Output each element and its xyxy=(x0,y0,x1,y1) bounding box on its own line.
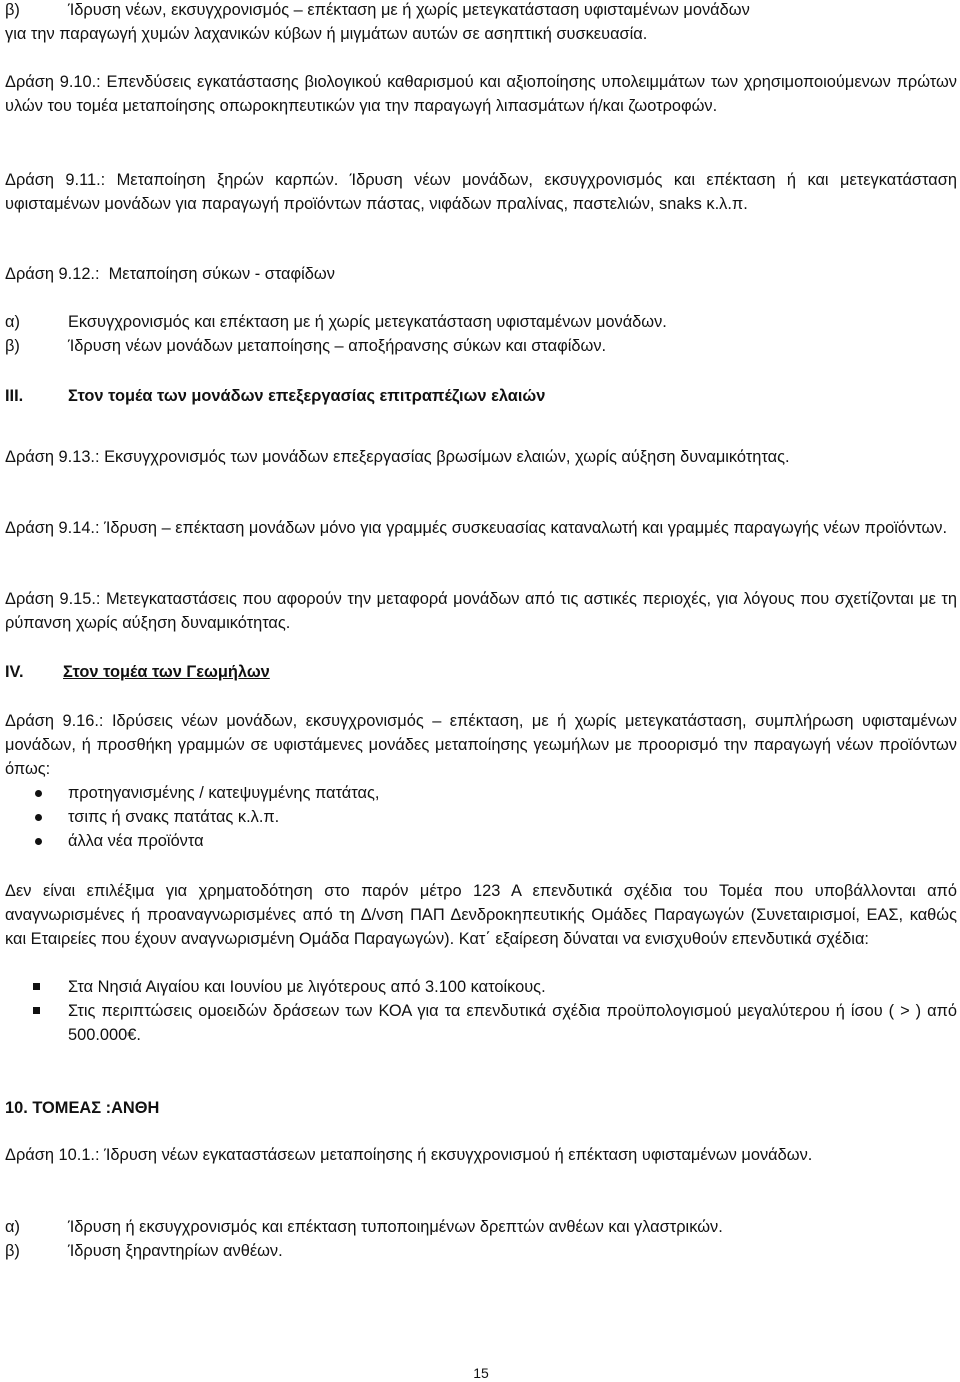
action-9-15 xyxy=(5,587,957,635)
list-item xyxy=(5,805,957,829)
list-item xyxy=(5,975,957,999)
bullet-dot-icon xyxy=(35,814,42,821)
action-9-11 xyxy=(5,168,957,216)
action-title: Μεταποίηση σύκων - σταφίδων xyxy=(108,265,335,283)
action-9-16 xyxy=(5,709,957,781)
list-item xyxy=(5,999,957,1047)
action-text: Επενδύσεις εγκατάστασης βιολογικού καθαρισμού και αξιοποίησης υπολειμμάτων των χρησιμοποιούμενων πρώτων υλών του τομέα μεταποίησης οπωροκηπευτικών για την παραγωγή λιπασμάτων ή/και ζωοτροφών. xyxy=(5,73,958,115)
page-number: 15 xyxy=(473,1365,489,1381)
item-text: Ίδρυση ξηραντηρίων ανθέων. xyxy=(68,1242,283,1260)
action-9-14 xyxy=(5,516,957,540)
item-text: Ίδρυση ή εκσυγχρονισμός και επέκταση τυποποιημένων δρεπτών ανθέων και γλαστρικών. xyxy=(68,1218,723,1236)
bullet-text: Στα Νησιά Αιγαίου και Ιουνίου με λιγότερους από 3.100 κατοίκους. xyxy=(68,978,546,996)
item-label: β) xyxy=(5,337,20,355)
bullet-text: τσιπς ή σνακς πατάτας κ.λ.π. xyxy=(68,808,280,826)
section-iv-heading xyxy=(5,660,957,684)
action-ref: Δράση 9.15.: xyxy=(5,590,101,608)
action-text: Ίδρυση – επέκταση μονάδων μόνο για γραμμές συσκευασίας καταναλωτή και γραμμές παραγωγής νέων προϊόντων. xyxy=(104,519,948,537)
eligibility-text: Δεν είναι επιλέξιμα για χρηματοδότηση στο παρόν μέτρο 123 Α επενδυτικά σχέδια του Τομέα που υποβάλλονται από αναγνωρισμένες ή προαναγνωρισμένες από τη Δ/νση ΠΑΠ Δενδροκηπευτικής Ομάδες Παραγωγών (Συνεταιρισμοί, ΕΑΣ, καθώς και Εταιρείες που έχουν αναγνωρισμένη Ομάδα Παραγωγών). Κατ΄ εξαίρεση δύναται να ενισχυθούν επενδυτικά σχέδια: xyxy=(5,882,957,948)
item-text: Ίδρυση νέων μονάδων μεταποίησης – αποξήρανσης σύκων και σταφίδων. xyxy=(68,337,607,355)
eligibility-paragraph xyxy=(5,879,957,951)
bullet-text: Στις περιπτώσεις ομοειδών δράσεων των ΚΟΑ για τα επενδυτικά σχέδια προϋπολογισμού μεγαλύτερου ή ίσου ( > ) από 500.000€. xyxy=(68,1002,957,1044)
item-text: Εκσυγχρονισμός και επέκταση με ή χωρίς μετεγκατάσταση υφισταμένων μονάδων. xyxy=(68,313,667,331)
item-label: β) xyxy=(5,1242,20,1260)
item-label: α) xyxy=(5,313,20,331)
action-9-16-bullets xyxy=(5,781,957,853)
action-ref: Δράση 10.1.: xyxy=(5,1146,100,1164)
section-iii-heading xyxy=(5,384,957,408)
action-ref: Δράση 9.12.: xyxy=(5,265,100,283)
action-text: Ίδρυση νέων εγκαταστάσεων μεταποίησης ή εκσυγχρονισμού ή επέκταση υφισταμένων μονάδων. xyxy=(104,1146,813,1164)
list-item xyxy=(5,334,957,358)
item-b-top xyxy=(5,0,957,46)
section-title: Στον τομέα των Γεωμήλων xyxy=(63,663,270,681)
list-item xyxy=(5,1239,957,1263)
action-ref: Δράση 9.16.: xyxy=(5,712,104,730)
section-title: Στον τομέα των μονάδων επεξεργασίας επιτραπέζιων ελαιών xyxy=(68,387,546,405)
item-label: β) xyxy=(5,1,20,19)
list-item xyxy=(5,310,957,334)
bullet-dot-icon xyxy=(35,790,42,797)
item-text-line-1: Ίδρυση νέων, εκσυγχρονισμός – επέκταση με ή χωρίς μετεγκατάσταση υφισταμένων μονάδων xyxy=(68,1,750,19)
action-ref: Δράση 9.14.: xyxy=(5,519,100,537)
action-ref: Δράση 9.13.: xyxy=(5,448,100,466)
action-9-13 xyxy=(5,445,957,469)
action-10-1-items xyxy=(5,1215,957,1263)
action-text: Ιδρύσεις νέων μονάδων, εκσυγχρονισμός – επέκταση, με ή χωρίς μετεγκατάσταση, συμπλήρωση υφισταμένων μονάδων, ή προσθήκη γραμμών σε υφιστάμενες μονάδες μεταποίησης γεωμήλων με προορισμό την παραγωγή νέων προϊόντων όπως: xyxy=(5,712,957,778)
bullet-text: άλλα νέα προϊόντα xyxy=(68,832,204,850)
bullet-square-icon xyxy=(33,983,40,990)
bullet-dot-icon xyxy=(35,838,42,845)
section-numeral: IV. xyxy=(5,663,24,681)
action-9-10 xyxy=(5,70,957,118)
list-item xyxy=(5,1215,957,1239)
list-item xyxy=(5,829,957,853)
action-ref: Δράση 9.11.: xyxy=(5,171,106,189)
action-text: Μετεγκαταστάσεις που αφορούν την μεταφορά μονάδων από τις αστικές περιοχές, για λόγους που σχετίζονται με τη ρύπανση χωρίς αύξηση δυναμικότητας. xyxy=(5,590,957,632)
item-label: α) xyxy=(5,1218,20,1236)
section-numeral: ΙΙΙ. xyxy=(5,387,24,405)
action-9-12-items xyxy=(5,310,957,358)
action-text: Εκσυγχρονισμός των μονάδων επεξεργασίας βρωσίμων ελαιών, χωρίς αύξηση δυναμικότητας. xyxy=(104,448,790,466)
action-9-12 xyxy=(5,262,957,286)
action-title: Μεταποίηση ξηρών καρπών. xyxy=(116,171,339,189)
bullet-square-icon xyxy=(33,1007,40,1014)
item-text-line-2: για την παραγωγή χυμών λαχανικών κύβων ή μιγμάτων αυτών σε ασηπτική συσκευασία. xyxy=(5,25,648,43)
document-page xyxy=(5,0,957,1382)
action-10-1 xyxy=(5,1143,957,1167)
bullet-text: προτηγανισμένης / κατεψυγμένης πατάτας, xyxy=(68,784,380,802)
list-item xyxy=(5,781,957,805)
eligibility-bullets xyxy=(5,975,957,1047)
action-text: Ίδρυση νέων μονάδων, εκσυγχρονισμός και επέκταση ή και μετεγκατάσταση υφισταμένων μονάδων για παραγωγή προϊόντων πάστας, νιφάδων πραλίνας, παστελιών, snaks κ.λ.π. xyxy=(5,171,957,213)
sector-10-heading: 10. ΤΟΜΕΑΣ :ΑΝΘΗ xyxy=(5,1099,160,1117)
action-ref: Δράση 9.10.: xyxy=(5,73,101,91)
